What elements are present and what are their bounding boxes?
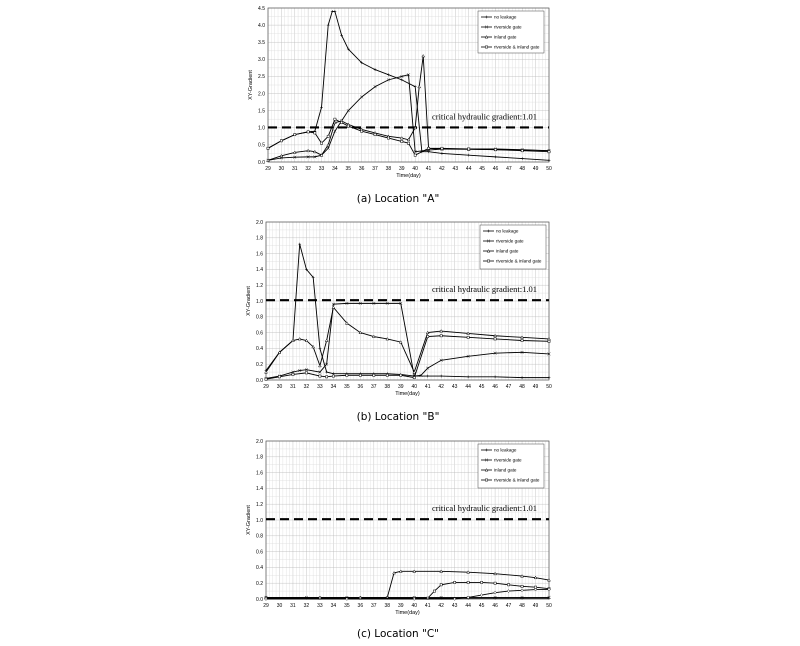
- data-point: [407, 142, 409, 144]
- legend-label: no leakage: [496, 228, 519, 234]
- x-tick-label: 31: [291, 166, 298, 172]
- data-point: [372, 335, 375, 338]
- data-point: [307, 149, 310, 152]
- data-point: [494, 572, 497, 575]
- figure-caption: (b) Location "B": [356, 411, 440, 423]
- y-tick-label: 0.0: [258, 159, 265, 166]
- data-point: [387, 73, 390, 76]
- x-tick-label: 36: [357, 384, 364, 390]
- x-tick-label: 46: [492, 603, 498, 609]
- data-point: [414, 154, 416, 156]
- x-tick-label: 38: [385, 166, 392, 172]
- data-point: [441, 152, 444, 155]
- x-tick-label: 36: [358, 166, 365, 172]
- chart-1: [246, 220, 552, 423]
- y-tick-label: 2.0: [256, 219, 263, 226]
- x-tick-label: 35: [345, 166, 352, 172]
- data-point: [319, 375, 321, 377]
- data-point: [346, 374, 348, 376]
- data-point: [334, 118, 336, 120]
- x-tick-label: 40: [412, 166, 418, 172]
- x-tick-label: 50: [546, 384, 552, 390]
- data-point: [426, 375, 429, 378]
- x-tick-label: 34: [332, 166, 338, 172]
- y-tick-label: 1.0: [256, 517, 263, 524]
- x-tick-label: 44: [465, 166, 472, 172]
- data-point: [494, 338, 496, 340]
- y-axis-label: XY-Gradient: [248, 70, 254, 100]
- x-tick-label: 43: [451, 384, 458, 390]
- data-point: [319, 347, 322, 350]
- y-tick-label: 0.4: [256, 565, 263, 572]
- data-point: [467, 375, 470, 378]
- data-point: [327, 24, 330, 27]
- data-point: [325, 339, 328, 342]
- y-tick-label: 0.8: [256, 314, 263, 321]
- x-tick-label: 46: [492, 166, 499, 172]
- legend-label: inland gate: [494, 467, 517, 473]
- x-tick-label: 37: [371, 603, 377, 609]
- x-tick-label: 42: [438, 603, 444, 609]
- legend-label: riverside & inland gate: [496, 258, 542, 264]
- x-tick-label: 34: [330, 603, 337, 609]
- data-point: [480, 594, 483, 597]
- data-point: [401, 140, 403, 142]
- data-point: [521, 585, 523, 587]
- data-point: [521, 376, 524, 379]
- legend: [478, 11, 544, 53]
- y-tick-label: 0.4: [256, 346, 263, 353]
- legend-label: inland gate: [494, 34, 517, 40]
- x-tick-label: 48: [519, 603, 525, 609]
- x-tick-label: 41: [424, 384, 431, 390]
- data-point: [413, 570, 416, 573]
- data-point: [298, 338, 301, 341]
- y-tick-label: 1.4: [256, 267, 263, 274]
- x-tick-label: 47: [506, 166, 512, 172]
- legend-label: riverside & inland gate: [494, 44, 540, 50]
- y-tick-label: 1.6: [256, 251, 263, 258]
- data-point: [386, 374, 388, 376]
- x-tick-label: 41: [424, 603, 431, 609]
- x-tick-label: 42: [438, 384, 444, 390]
- x-tick-label: 30: [278, 166, 285, 172]
- x-tick-label: 31: [290, 384, 296, 390]
- data-point: [534, 588, 537, 591]
- data-point: [521, 575, 524, 578]
- data-point: [314, 132, 316, 134]
- data-point: [293, 151, 296, 154]
- figure-caption: (a) Location "A": [356, 193, 440, 205]
- x-tick-label: 33: [318, 166, 325, 172]
- data-point: [265, 378, 267, 380]
- data-point: [399, 570, 402, 573]
- x-tick-label: 45: [478, 603, 485, 609]
- data-point: [534, 576, 537, 579]
- legend-label: no leakage: [494, 14, 517, 20]
- data-point: [386, 338, 389, 341]
- data-point: [305, 339, 308, 342]
- x-tick-label: 33: [317, 603, 323, 609]
- y-tick-label: 1.5: [258, 108, 265, 115]
- chart-0: [248, 6, 552, 205]
- data-point: [454, 581, 456, 583]
- figure-caption: (c) Location "C": [356, 628, 440, 640]
- x-tick-label: 45: [478, 384, 485, 390]
- data-point: [399, 341, 402, 344]
- data-point: [427, 147, 429, 149]
- x-tick-label: 32: [303, 384, 310, 390]
- data-point: [327, 143, 330, 146]
- x-tick-label: 48: [519, 384, 525, 390]
- data-point: [393, 572, 396, 575]
- x-tick-label: 32: [303, 603, 310, 609]
- critical-gradient-label: critical hydraulic gradient:1.01: [431, 284, 537, 295]
- y-tick-label: 0.6: [256, 549, 263, 556]
- x-tick-label: 37: [371, 384, 377, 390]
- x-tick-label: 38: [384, 384, 391, 390]
- data-point: [440, 584, 442, 586]
- y-axis-label: XY-Gradient: [246, 505, 252, 535]
- x-tick-label: 50: [546, 603, 552, 609]
- x-tick-label: 46: [492, 384, 498, 390]
- x-axis-label: Time(day): [396, 173, 421, 179]
- data-point: [327, 135, 329, 137]
- x-tick-label: 40: [411, 603, 418, 609]
- data-point: [334, 10, 337, 13]
- data-point: [359, 374, 361, 376]
- data-point: [332, 306, 335, 309]
- x-tick-label: 47: [505, 384, 512, 390]
- data-point: [507, 584, 509, 586]
- data-point: [307, 131, 309, 133]
- y-tick-label: 0.6: [256, 330, 263, 337]
- legend-label: riverside & inland gate: [494, 477, 540, 483]
- data-point: [467, 332, 470, 335]
- y-tick-label: 0.5: [258, 142, 265, 149]
- x-tick-label: 31: [290, 603, 296, 609]
- y-tick-label: 2.0: [258, 91, 265, 98]
- y-axis-label: XY-Gradient: [246, 286, 252, 316]
- y-tick-label: 1.4: [256, 486, 263, 493]
- data-point: [278, 376, 280, 378]
- y-tick-label: 1.8: [256, 454, 263, 461]
- x-axis-label: Time(day): [395, 610, 420, 616]
- y-tick-label: 0.8: [256, 533, 263, 540]
- data-point: [494, 582, 496, 584]
- data-point: [280, 140, 282, 142]
- x-tick-label: 44: [465, 384, 471, 390]
- data-point: [440, 330, 443, 333]
- data-point: [548, 151, 550, 153]
- data-point: [521, 339, 523, 341]
- legend-marker: [485, 46, 487, 48]
- x-tick-label: 34: [330, 384, 337, 390]
- y-tick-label: 2.0: [256, 438, 263, 445]
- x-tick-label: 39: [399, 166, 405, 172]
- data-point: [467, 571, 470, 574]
- x-tick-label: 42: [439, 166, 445, 172]
- data-point: [494, 375, 497, 378]
- y-tick-label: 0.2: [256, 581, 263, 587]
- data-point: [548, 376, 551, 379]
- y-tick-label: 1.2: [256, 502, 263, 508]
- data-point: [332, 372, 335, 375]
- x-tick-label: 40: [411, 384, 418, 390]
- x-tick-label: 41: [425, 166, 432, 172]
- data-point: [331, 10, 334, 13]
- x-tick-label: 44: [465, 603, 471, 609]
- x-tick-label: 30: [276, 603, 283, 609]
- data-point: [548, 159, 551, 162]
- data-point: [480, 581, 482, 583]
- critical-gradient-label: critical hydraulic gradient:1.01: [431, 111, 537, 122]
- legend-label: riverside gate: [494, 457, 522, 463]
- x-tick-label: 49: [532, 384, 539, 390]
- data-point: [440, 335, 442, 337]
- x-tick-label: 49: [532, 166, 539, 172]
- x-tick-label: 33: [317, 384, 323, 390]
- data-point: [298, 243, 301, 246]
- y-tick-label: 1.0: [256, 298, 263, 305]
- x-tick-label: 38: [384, 603, 391, 609]
- data-point: [292, 339, 295, 342]
- data-point: [441, 147, 443, 149]
- data-point: [548, 340, 550, 342]
- data-point: [319, 364, 322, 367]
- x-axis-label: Time(day): [395, 391, 420, 397]
- data-point: [400, 137, 403, 140]
- data-point: [305, 372, 307, 374]
- data-point: [361, 130, 363, 132]
- x-tick-label: 50: [546, 166, 552, 172]
- x-tick-label: 43: [451, 603, 458, 609]
- data-point: [267, 147, 269, 149]
- data-point: [292, 373, 294, 375]
- data-point: [325, 371, 328, 374]
- data-point: [468, 148, 470, 150]
- data-point: [418, 85, 421, 88]
- x-tick-label: 29: [263, 384, 269, 390]
- data-point: [400, 374, 402, 376]
- x-tick-label: 35: [344, 603, 350, 609]
- x-tick-label: 49: [532, 603, 539, 609]
- x-tick-label: 29: [265, 166, 271, 172]
- data-point: [280, 154, 283, 157]
- y-tick-label: 1.8: [256, 235, 263, 242]
- legend-label: no leakage: [494, 447, 517, 453]
- data-point: [387, 137, 389, 139]
- data-point: [427, 335, 429, 337]
- y-tick-label: 4.0: [258, 22, 265, 29]
- x-tick-label: 48: [519, 166, 526, 172]
- x-tick-label: 37: [372, 166, 378, 172]
- data-point: [521, 157, 524, 160]
- data-point: [467, 336, 469, 338]
- data-point: [332, 375, 334, 377]
- legend: [478, 444, 544, 488]
- data-point: [521, 336, 524, 339]
- x-tick-label: 45: [479, 166, 485, 172]
- legend-marker: [487, 260, 489, 262]
- data-point: [494, 155, 497, 158]
- legend-marker: [485, 479, 487, 481]
- data-point: [422, 55, 425, 58]
- y-tick-label: 0.0: [256, 377, 263, 384]
- y-tick-label: 2.5: [258, 74, 265, 81]
- y-tick-label: 0.0: [256, 596, 263, 603]
- x-tick-label: 43: [452, 166, 459, 172]
- data-point: [340, 122, 342, 124]
- y-tick-label: 0.2: [256, 362, 263, 368]
- data-point: [548, 338, 551, 341]
- x-tick-label: 35: [344, 384, 350, 390]
- data-point: [320, 106, 323, 109]
- y-tick-label: 1.6: [256, 470, 263, 477]
- data-point: [413, 377, 415, 379]
- data-point: [320, 142, 322, 144]
- y-tick-label: 1.0: [258, 125, 265, 132]
- data-point: [548, 579, 551, 582]
- data-point: [467, 581, 469, 583]
- data-point: [494, 149, 496, 151]
- x-tick-label: 29: [263, 603, 269, 609]
- y-tick-label: 3.5: [258, 40, 265, 47]
- x-tick-label: 39: [397, 603, 404, 609]
- x-tick-label: 36: [357, 603, 364, 609]
- data-point: [347, 125, 349, 127]
- data-point: [521, 150, 523, 152]
- y-tick-label: 4.5: [258, 5, 265, 12]
- legend-label: riverside gate: [496, 238, 524, 244]
- x-tick-label: 47: [505, 603, 512, 609]
- data-point: [426, 331, 429, 334]
- data-point: [313, 150, 316, 153]
- x-tick-label: 32: [305, 166, 311, 172]
- data-point: [374, 134, 376, 136]
- data-point: [507, 590, 510, 593]
- legend: [480, 225, 546, 269]
- data-point: [326, 376, 328, 378]
- chart-2: [246, 439, 552, 640]
- critical-gradient-label: critical hydraulic gradient:1.01: [431, 503, 537, 514]
- y-tick-label: 1.2: [256, 283, 263, 289]
- data-point: [440, 570, 443, 573]
- y-tick-label: 3.0: [258, 57, 265, 64]
- data-point: [494, 591, 497, 594]
- data-point: [373, 374, 375, 376]
- data-point: [467, 154, 470, 157]
- data-point: [433, 590, 435, 592]
- data-point: [494, 334, 497, 337]
- x-tick-label: 30: [276, 384, 283, 390]
- legend-label: riverside gate: [494, 24, 522, 30]
- legend-label: inland gate: [496, 248, 519, 254]
- x-tick-label: 39: [397, 384, 404, 390]
- data-point: [440, 375, 443, 378]
- data-point: [294, 134, 296, 136]
